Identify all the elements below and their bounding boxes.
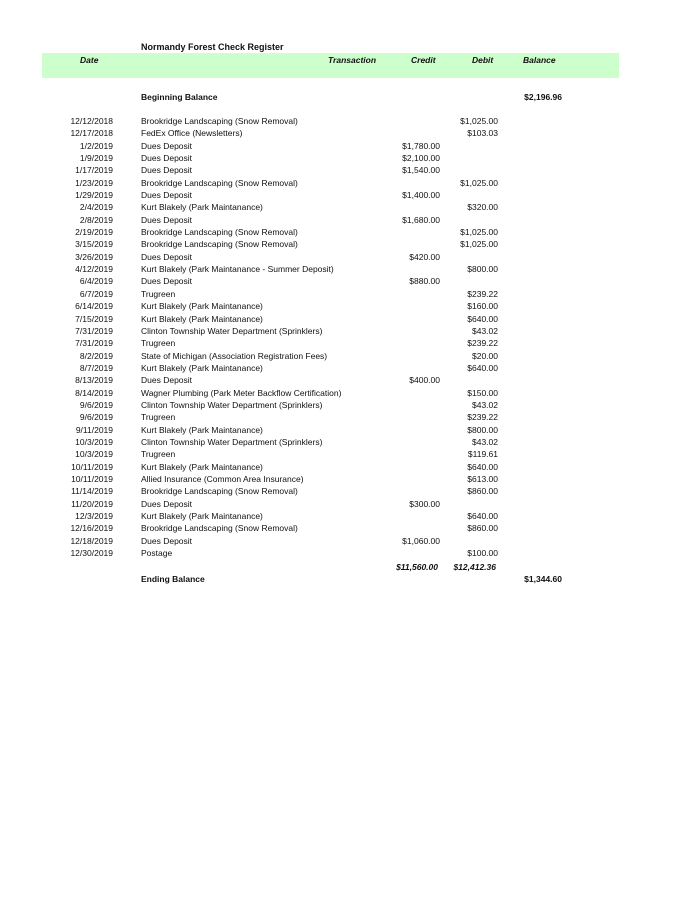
row-transaction: Kurt Blakely (Park Maintanance) xyxy=(141,461,263,472)
row-debit: $640.00 xyxy=(467,511,498,521)
row-date: 7/31/2019 xyxy=(75,325,113,336)
row-transaction: Dues Deposit xyxy=(141,153,193,164)
row-transaction: Trugreen xyxy=(141,449,176,460)
table-row xyxy=(0,300,694,312)
row-transaction: Brookridge Landscaping (Snow Removal) xyxy=(141,239,298,250)
row-date: 9/6/2019 xyxy=(79,399,113,410)
header-balance: Balance xyxy=(523,55,556,65)
row-date: 2/19/2019 xyxy=(75,227,113,238)
row-transaction: Kurt Blakely (Park Maintanance) xyxy=(141,424,263,435)
table-row xyxy=(0,535,694,547)
row-debit: $860.00 xyxy=(467,486,498,497)
row-debit: $800.00 xyxy=(467,424,498,435)
row-date: 10/11/2019 xyxy=(71,461,113,472)
table-row xyxy=(0,164,694,176)
table-row xyxy=(0,313,694,325)
ending-balance-value: $1,344.60 xyxy=(524,574,562,584)
row-date: 10/11/2019 xyxy=(71,473,113,484)
row-debit: $320.00 xyxy=(467,202,498,213)
table-row xyxy=(0,288,694,300)
table-row xyxy=(0,140,694,152)
table-row xyxy=(0,461,694,473)
row-transaction: Brookridge Landscaping (Snow Removal) xyxy=(141,523,298,534)
row-date: 1/29/2019 xyxy=(75,190,113,201)
row-debit: $239.22 xyxy=(467,412,498,423)
row-transaction: Kurt Blakely (Park Maintanance) xyxy=(141,362,263,373)
row-debit: $20.00 xyxy=(472,350,498,361)
header-transaction: Transaction xyxy=(328,55,377,65)
row-debit: $1,025.00 xyxy=(460,227,498,238)
row-transaction: Wagner Plumbing (Park Meter Backflow Certification) xyxy=(141,387,342,398)
row-credit: $1,540.00 xyxy=(402,165,440,176)
header-debit: Debit xyxy=(472,55,494,65)
row-transaction: Dues Deposit xyxy=(141,190,193,201)
row-date: 1/17/2019 xyxy=(75,165,113,176)
row-transaction: Kurt Blakely (Park Maintanance) xyxy=(141,202,263,213)
table-row xyxy=(0,436,694,448)
row-debit: $800.00 xyxy=(467,264,498,275)
table-row xyxy=(0,485,694,497)
total-debit: $12,412.36 xyxy=(453,562,496,572)
row-date: 4/12/2019 xyxy=(75,264,113,275)
row-debit: $640.00 xyxy=(467,313,498,324)
header-credit: Credit xyxy=(411,55,436,65)
row-debit: $43.02 xyxy=(472,399,498,410)
row-transaction: Trugreen xyxy=(141,288,176,299)
table-row xyxy=(0,251,694,263)
table-row xyxy=(0,510,694,522)
table-row xyxy=(0,115,694,127)
row-transaction: FedEx Office (Newsletters) xyxy=(141,128,243,139)
row-date: 12/18/2019 xyxy=(70,535,113,546)
row-credit: $1,060.00 xyxy=(402,535,440,546)
row-credit: $400.00 xyxy=(409,375,440,386)
table-row xyxy=(0,325,694,337)
row-date: 6/14/2019 xyxy=(75,301,113,312)
row-debit: $239.22 xyxy=(467,288,498,299)
row-credit: $420.00 xyxy=(409,251,440,262)
table-row xyxy=(0,214,694,226)
row-credit: $1,780.00 xyxy=(402,140,440,151)
column-header-bar xyxy=(42,53,619,78)
row-debit: $640.00 xyxy=(467,362,498,373)
row-date: 10/3/2019 xyxy=(75,436,113,447)
row-date: 9/11/2019 xyxy=(75,424,113,435)
row-date: 8/7/2019 xyxy=(79,362,113,373)
table-row xyxy=(0,152,694,164)
row-date: 8/14/2019 xyxy=(75,387,113,398)
table-row xyxy=(0,522,694,534)
table-row xyxy=(0,387,694,399)
table-row xyxy=(0,374,694,386)
table-row xyxy=(0,399,694,411)
table-row xyxy=(0,350,694,362)
row-transaction: Brookridge Landscaping (Snow Removal) xyxy=(141,227,298,238)
row-transaction: Brookridge Landscaping (Snow Removal) xyxy=(141,116,298,126)
row-debit: $1,025.00 xyxy=(460,177,498,188)
row-date: 8/2/2019 xyxy=(79,350,113,361)
row-transaction: Dues Deposit xyxy=(141,140,193,151)
table-row xyxy=(0,498,694,510)
table-row xyxy=(0,226,694,238)
row-transaction: Brookridge Landscaping (Snow Removal) xyxy=(141,486,298,497)
row-debit: $1,025.00 xyxy=(460,239,498,250)
row-transaction: Dues Deposit xyxy=(141,165,193,176)
row-debit: $640.00 xyxy=(467,461,498,472)
table-row xyxy=(0,473,694,485)
table-row xyxy=(0,127,694,139)
row-date: 6/4/2019 xyxy=(79,276,113,287)
row-debit: $100.00 xyxy=(467,548,498,559)
table-row xyxy=(0,177,694,189)
row-transaction: Dues Deposit xyxy=(141,535,193,546)
row-transaction: Allied Insurance (Common Area Insurance) xyxy=(141,473,304,484)
row-credit: $1,400.00 xyxy=(402,190,440,201)
row-transaction: Dues Deposit xyxy=(141,214,193,225)
row-transaction: Dues Deposit xyxy=(141,251,193,262)
row-transaction: Postage xyxy=(141,548,173,559)
row-transaction: Dues Deposit xyxy=(141,276,193,287)
row-debit: $160.00 xyxy=(467,301,498,312)
row-transaction: Trugreen xyxy=(141,412,176,423)
table-row xyxy=(0,411,694,423)
transaction-list xyxy=(0,115,694,559)
row-date: 7/15/2019 xyxy=(75,313,113,324)
row-date: 11/20/2019 xyxy=(71,498,113,509)
table-row xyxy=(0,337,694,349)
row-transaction: Clinton Township Water Department (Sprinklers) xyxy=(141,325,323,336)
row-date: 12/16/2019 xyxy=(70,523,113,534)
row-date: 2/8/2019 xyxy=(79,214,113,225)
table-row xyxy=(0,275,694,287)
row-debit: $860.00 xyxy=(467,523,498,534)
row-date: 12/30/2019 xyxy=(70,548,113,559)
row-credit: $1,680.00 xyxy=(402,214,440,225)
row-credit: $880.00 xyxy=(409,276,440,287)
row-date: 3/15/2019 xyxy=(75,239,113,250)
row-debit: $613.00 xyxy=(467,473,498,484)
row-transaction: Kurt Blakely (Park Maintanance) xyxy=(141,313,263,324)
table-row xyxy=(0,362,694,374)
row-date: 7/31/2019 xyxy=(75,338,113,349)
row-credit: $2,100.00 xyxy=(402,153,440,164)
row-transaction: Clinton Township Water Department (Sprinklers) xyxy=(141,436,323,447)
table-row xyxy=(0,448,694,460)
row-debit: $119.61 xyxy=(467,449,498,460)
row-credit: $300.00 xyxy=(409,498,440,509)
total-credit: $11,560.00 xyxy=(396,562,438,572)
ending-balance-label: Ending Balance xyxy=(141,574,205,584)
row-debit: $1,025.00 xyxy=(460,116,498,126)
row-transaction: Kurt Blakely (Park Maintanance) xyxy=(141,301,263,312)
row-date: 1/9/2019 xyxy=(79,153,113,164)
row-date: 9/6/2019 xyxy=(79,412,113,423)
table-row xyxy=(0,201,694,213)
table-row xyxy=(0,424,694,436)
row-debit: $43.02 xyxy=(472,325,498,336)
row-transaction: Clinton Township Water Department (Sprinklers) xyxy=(141,399,323,410)
row-debit: $239.22 xyxy=(467,338,498,349)
row-date: 12/17/2018 xyxy=(70,128,113,139)
row-date: 10/3/2019 xyxy=(75,449,113,460)
row-transaction: State of Michigan (Association Registration Fees) xyxy=(141,350,328,361)
row-transaction: Trugreen xyxy=(141,338,176,349)
row-debit: $103.03 xyxy=(467,128,498,139)
row-date: 12/12/2018 xyxy=(70,116,113,126)
row-date: 3/26/2019 xyxy=(75,251,113,262)
row-date: 6/7/2019 xyxy=(79,288,113,299)
row-date: 11/14/2019 xyxy=(71,486,113,497)
row-debit: $43.02 xyxy=(472,436,498,447)
table-row xyxy=(0,547,694,559)
row-transaction: Kurt Blakely (Park Maintanance) xyxy=(141,511,263,521)
row-date: 1/2/2019 xyxy=(79,140,113,151)
row-date: 2/4/2019 xyxy=(79,202,113,213)
page-title: Normandy Forest Check Register xyxy=(141,42,284,52)
header-date: Date xyxy=(80,55,99,65)
row-debit: $150.00 xyxy=(467,387,498,398)
row-date: 8/13/2019 xyxy=(75,375,113,386)
table-row xyxy=(0,263,694,275)
table-row xyxy=(0,238,694,250)
row-transaction: Dues Deposit xyxy=(141,498,193,509)
row-transaction: Dues Deposit xyxy=(141,375,193,386)
table-row xyxy=(0,189,694,201)
row-transaction: Brookridge Landscaping (Snow Removal) xyxy=(141,177,298,188)
row-transaction: Kurt Blakely (Park Maintanance - Summer Deposit) xyxy=(141,264,334,275)
beginning-balance-label: Beginning Balance xyxy=(141,92,218,102)
row-date: 12/3/2019 xyxy=(75,511,113,521)
beginning-balance-value: $2,196.96 xyxy=(524,92,562,102)
row-date: 1/23/2019 xyxy=(75,177,113,188)
